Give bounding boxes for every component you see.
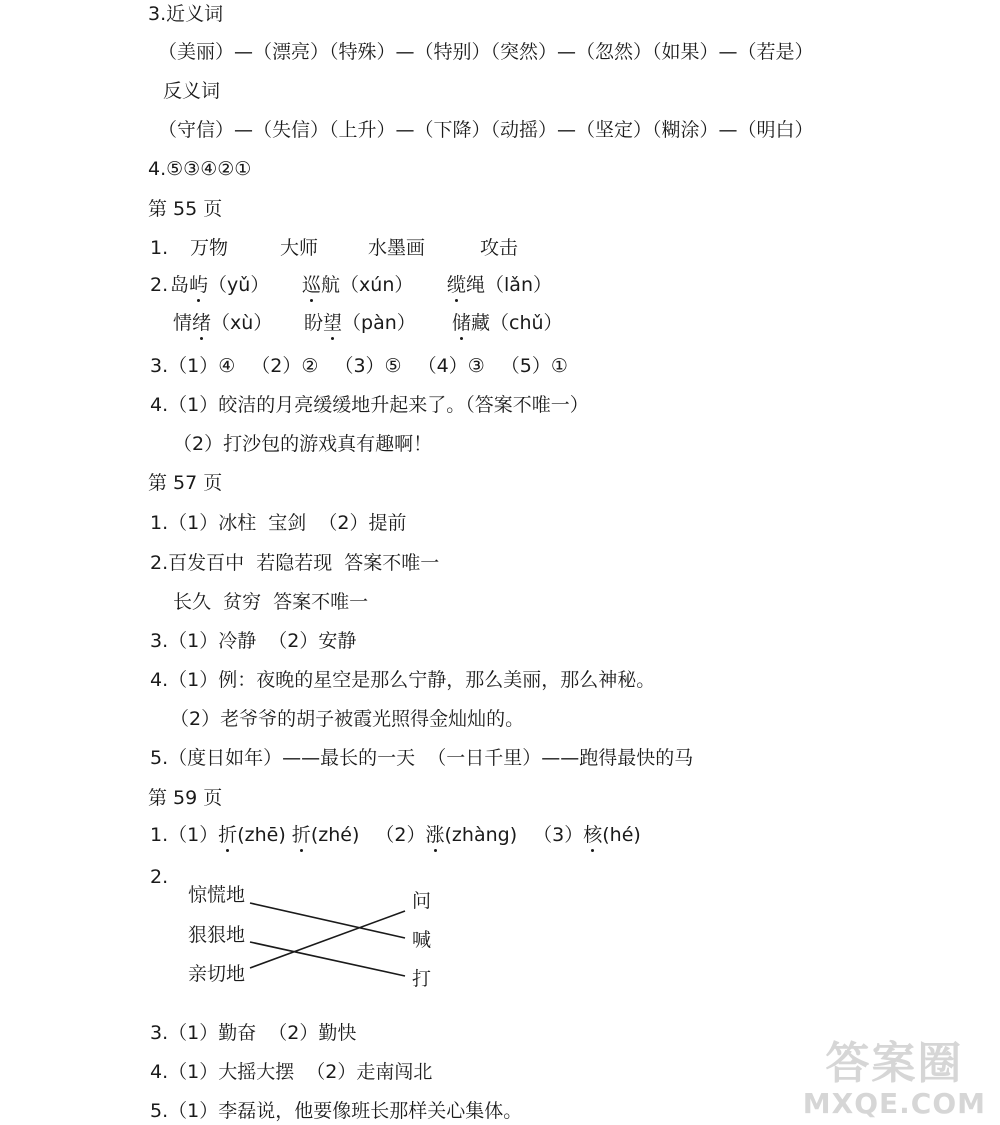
p55-q2-c-post: 绳 [466, 274, 486, 296]
p59-q1-a-pinyin: (zhē) [237, 824, 286, 846]
p57-q4-part1: 4.（1）例：夜晚的星空是那么宁静，那么美丽，那么神秘。 [150, 669, 656, 691]
watermark-logo [803, 1039, 986, 1119]
p57-q2-row2: 长久 贫穷 答案不唯一 [173, 591, 369, 613]
p55-q2-a-pinyin: （yǔ） [208, 274, 270, 296]
p55-q1-word-3: 水墨画 [368, 237, 426, 259]
p55-q2-d-dot: 绪 [192, 312, 212, 334]
p55-q3: 3.（1）④ （2）② （3）⑤ （4）③ （5）① [150, 355, 568, 377]
p59-q1-a-dot: 折 [218, 824, 238, 846]
watermark-top-text: 答案圈 [825, 1038, 964, 1089]
p55-q2-a-pre: 岛 [170, 274, 190, 296]
p55-q2-e-pre: 盼 [304, 312, 324, 334]
p57-q4-part2: （2）老爷爷的胡子被霞光照得金灿灿的。 [170, 708, 525, 730]
p55-q2-a-dot: 屿 [189, 274, 209, 296]
p55-q2-d-pinyin: （xù） [211, 312, 273, 334]
p55-q1-word-4: 攻击 [480, 237, 519, 259]
match-line-1 [250, 903, 405, 938]
p55-q2-f-pinyin: （chǔ） [490, 312, 563, 334]
synonyms-row: （美丽）—（漂亮）（特殊）—（特别）（突然）—（忽然）（如果）—（若是） [158, 41, 814, 63]
p59-q1-b-pinyin: (zhé) [310, 824, 360, 846]
p59-q1-num-1: 1.（1） [150, 824, 219, 846]
p55-q1-word-1: 万物 [190, 237, 229, 259]
match-right-2: 喊 [412, 929, 432, 951]
page-59-header: 第 59 页 [148, 787, 223, 809]
p59-q1-b-dot: 折 [291, 824, 311, 846]
p57-q5: 5.（度日如年）——最长的一天 （一日千里）——跑得最快的马 [150, 747, 694, 769]
p55-q2-e-dot: 望 [323, 312, 343, 334]
p55-q2-f-dot: 储 [452, 312, 472, 334]
p55-q1-word-2: 大师 [280, 237, 319, 259]
watermark-bottom-text: MXQE.COM [802, 1087, 986, 1120]
p59-q4: 4.（1）大摇大摆 （2）走南闯北 [150, 1061, 433, 1083]
p59-q1-c-dot: 涨 [425, 824, 445, 846]
p59-q1-c-pinyin: (zhàng) [444, 824, 518, 846]
match-left-2: 狠狠地 [188, 924, 246, 946]
match-right-3: 打 [412, 968, 432, 990]
p59-q1-num-3: （3） [533, 824, 584, 846]
match-left-1: 惊慌地 [188, 884, 246, 906]
p55-q2-c-dot: 缆 [447, 274, 467, 296]
p55-q2-e-pinyin: （pàn） [342, 312, 416, 334]
antonyms-title: 反义词 [163, 80, 221, 102]
p55-q2-c-pinyin: （lǎn） [485, 274, 552, 296]
page-55-header: 第 55 页 [148, 198, 223, 220]
p59-q1-d-pinyin: (hé) [602, 824, 641, 846]
antonyms-row: （守信）—（失信）（上升）—（下降）（动摇）—（坚定）（糊涂）—（明白） [158, 119, 814, 141]
p55-q2-num: 2. [150, 274, 169, 296]
p55-q2-b-dot: 巡 [302, 274, 322, 296]
p59-q5: 5.（1）李磊说，他要像班长那样关心集体。 [150, 1100, 523, 1122]
section-4-answer: 4.⑤③④②① [148, 158, 252, 180]
p57-q2-row1: 2.百发百中 若隐若现 答案不唯一 [150, 552, 440, 574]
page-57-header: 第 57 页 [148, 472, 223, 494]
p59-q1-num-2: （2） [375, 824, 426, 846]
p55-q4-part2: （2）打沙包的游戏真有趣啊！ [173, 433, 433, 455]
p57-q3: 3.（1）冷静 （2）安静 [150, 630, 357, 652]
p59-q1-d-dot: 核 [583, 824, 603, 846]
section-3-title: 3.近义词 [148, 3, 224, 25]
p55-q2-b-pinyin: （xún） [340, 274, 414, 296]
match-right-1: 问 [412, 890, 432, 912]
match-left-3: 亲切地 [188, 963, 246, 985]
p55-q2-d-pre: 情 [173, 312, 193, 334]
p55-q2-b-post: 航 [321, 274, 341, 296]
p57-q1: 1.（1）冰柱 宝剑 （2）提前 [150, 512, 407, 534]
p55-q2-f-post: 藏 [471, 312, 491, 334]
p55-q4-part1: 4.（1）皎洁的月亮缓缓地升起来了。（答案不唯一） [150, 394, 589, 416]
p59-q2-num: 2. [150, 866, 169, 888]
p55-q1-num: 1. [150, 237, 169, 259]
p59-q3: 3.（1）勤奋 （2）勤快 [150, 1022, 357, 1044]
